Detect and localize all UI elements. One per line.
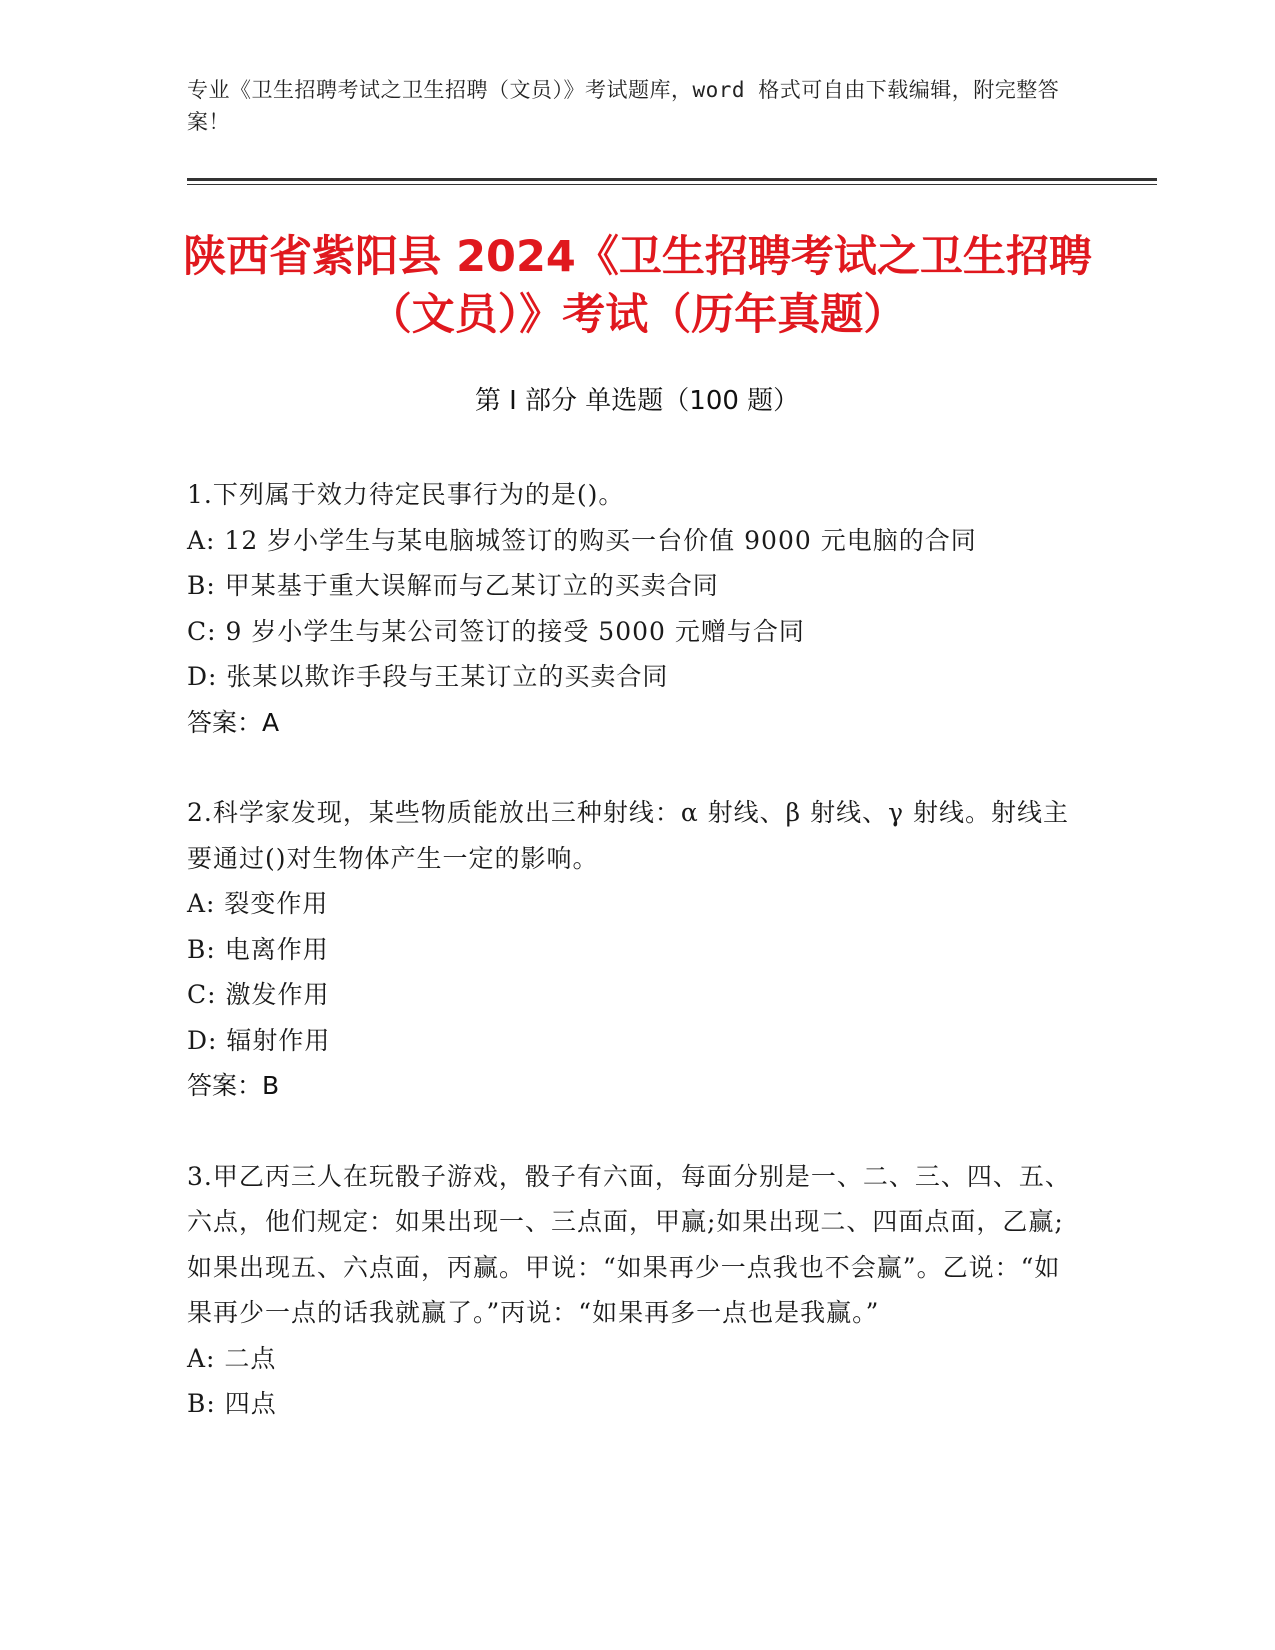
question-stem: 2.科学家发现，某些物质能放出三种射线：α 射线、β 射线、γ 射线。射线主要通过()对生物体产生一定的影响。 bbox=[187, 798, 1069, 873]
option-d: D: 辐射作用 bbox=[187, 1025, 331, 1055]
question-item bbox=[187, 790, 1077, 1109]
option-b: B: 甲某基于重大误解而与乙某订立的买卖合同 bbox=[187, 571, 719, 600]
question-stem: 1.下列属于效力待定民事行为的是()。 bbox=[187, 480, 625, 509]
header-divider-thin bbox=[187, 184, 1157, 185]
question-item bbox=[187, 472, 1077, 745]
answer-line: 答案：B bbox=[187, 1071, 280, 1100]
question-item bbox=[187, 1154, 1077, 1427]
option-a: A: 12 岁小学生与某电脑城签订的购买一台价值 9000 元电脑的合同 bbox=[187, 525, 977, 555]
option-d: D: 张某以欺诈手段与王某订立的买卖合同 bbox=[187, 662, 669, 691]
option-b: B: 四点 bbox=[187, 1389, 277, 1418]
document-title: 陕西省紫阳县 2024《卫生招聘考试之卫生招聘（文员）》考试（历年真题） bbox=[183, 232, 1092, 340]
option-b: B: 电离作用 bbox=[187, 934, 329, 964]
section-title: 第 I 部分 单选题（100 题） bbox=[474, 386, 800, 416]
header-divider-thick bbox=[187, 178, 1157, 181]
header-note: 专业《卫生招聘考试之卫生招聘（文员）》考试题库，word 格式可自由下载编辑，附完整答案！ bbox=[187, 78, 1060, 134]
option-a: A: 二点 bbox=[187, 1343, 277, 1373]
question-list bbox=[187, 472, 1077, 1472]
option-c: C: 激发作用 bbox=[187, 980, 330, 1009]
answer-line: 答案：A bbox=[187, 707, 280, 737]
option-c: C: 9 岁小学生与某公司签订的接受 5000 元赠与合同 bbox=[187, 616, 805, 646]
question-stem: 3.甲乙丙三人在玩骰子游戏，骰子有六面，每面分别是一、二、三、四、五、六点，他们规定：如果出现一、三点面，甲赢;如果出现二、四面点面，乙赢;如果出现五、六点面，丙赢。甲说：“如果再少一点我也不会赢”。乙说：“如果再少一点的话我就赢了。”丙说：“如果再多一点也是我赢。” bbox=[187, 1161, 1071, 1327]
option-a: A: 裂变作用 bbox=[187, 889, 329, 918]
